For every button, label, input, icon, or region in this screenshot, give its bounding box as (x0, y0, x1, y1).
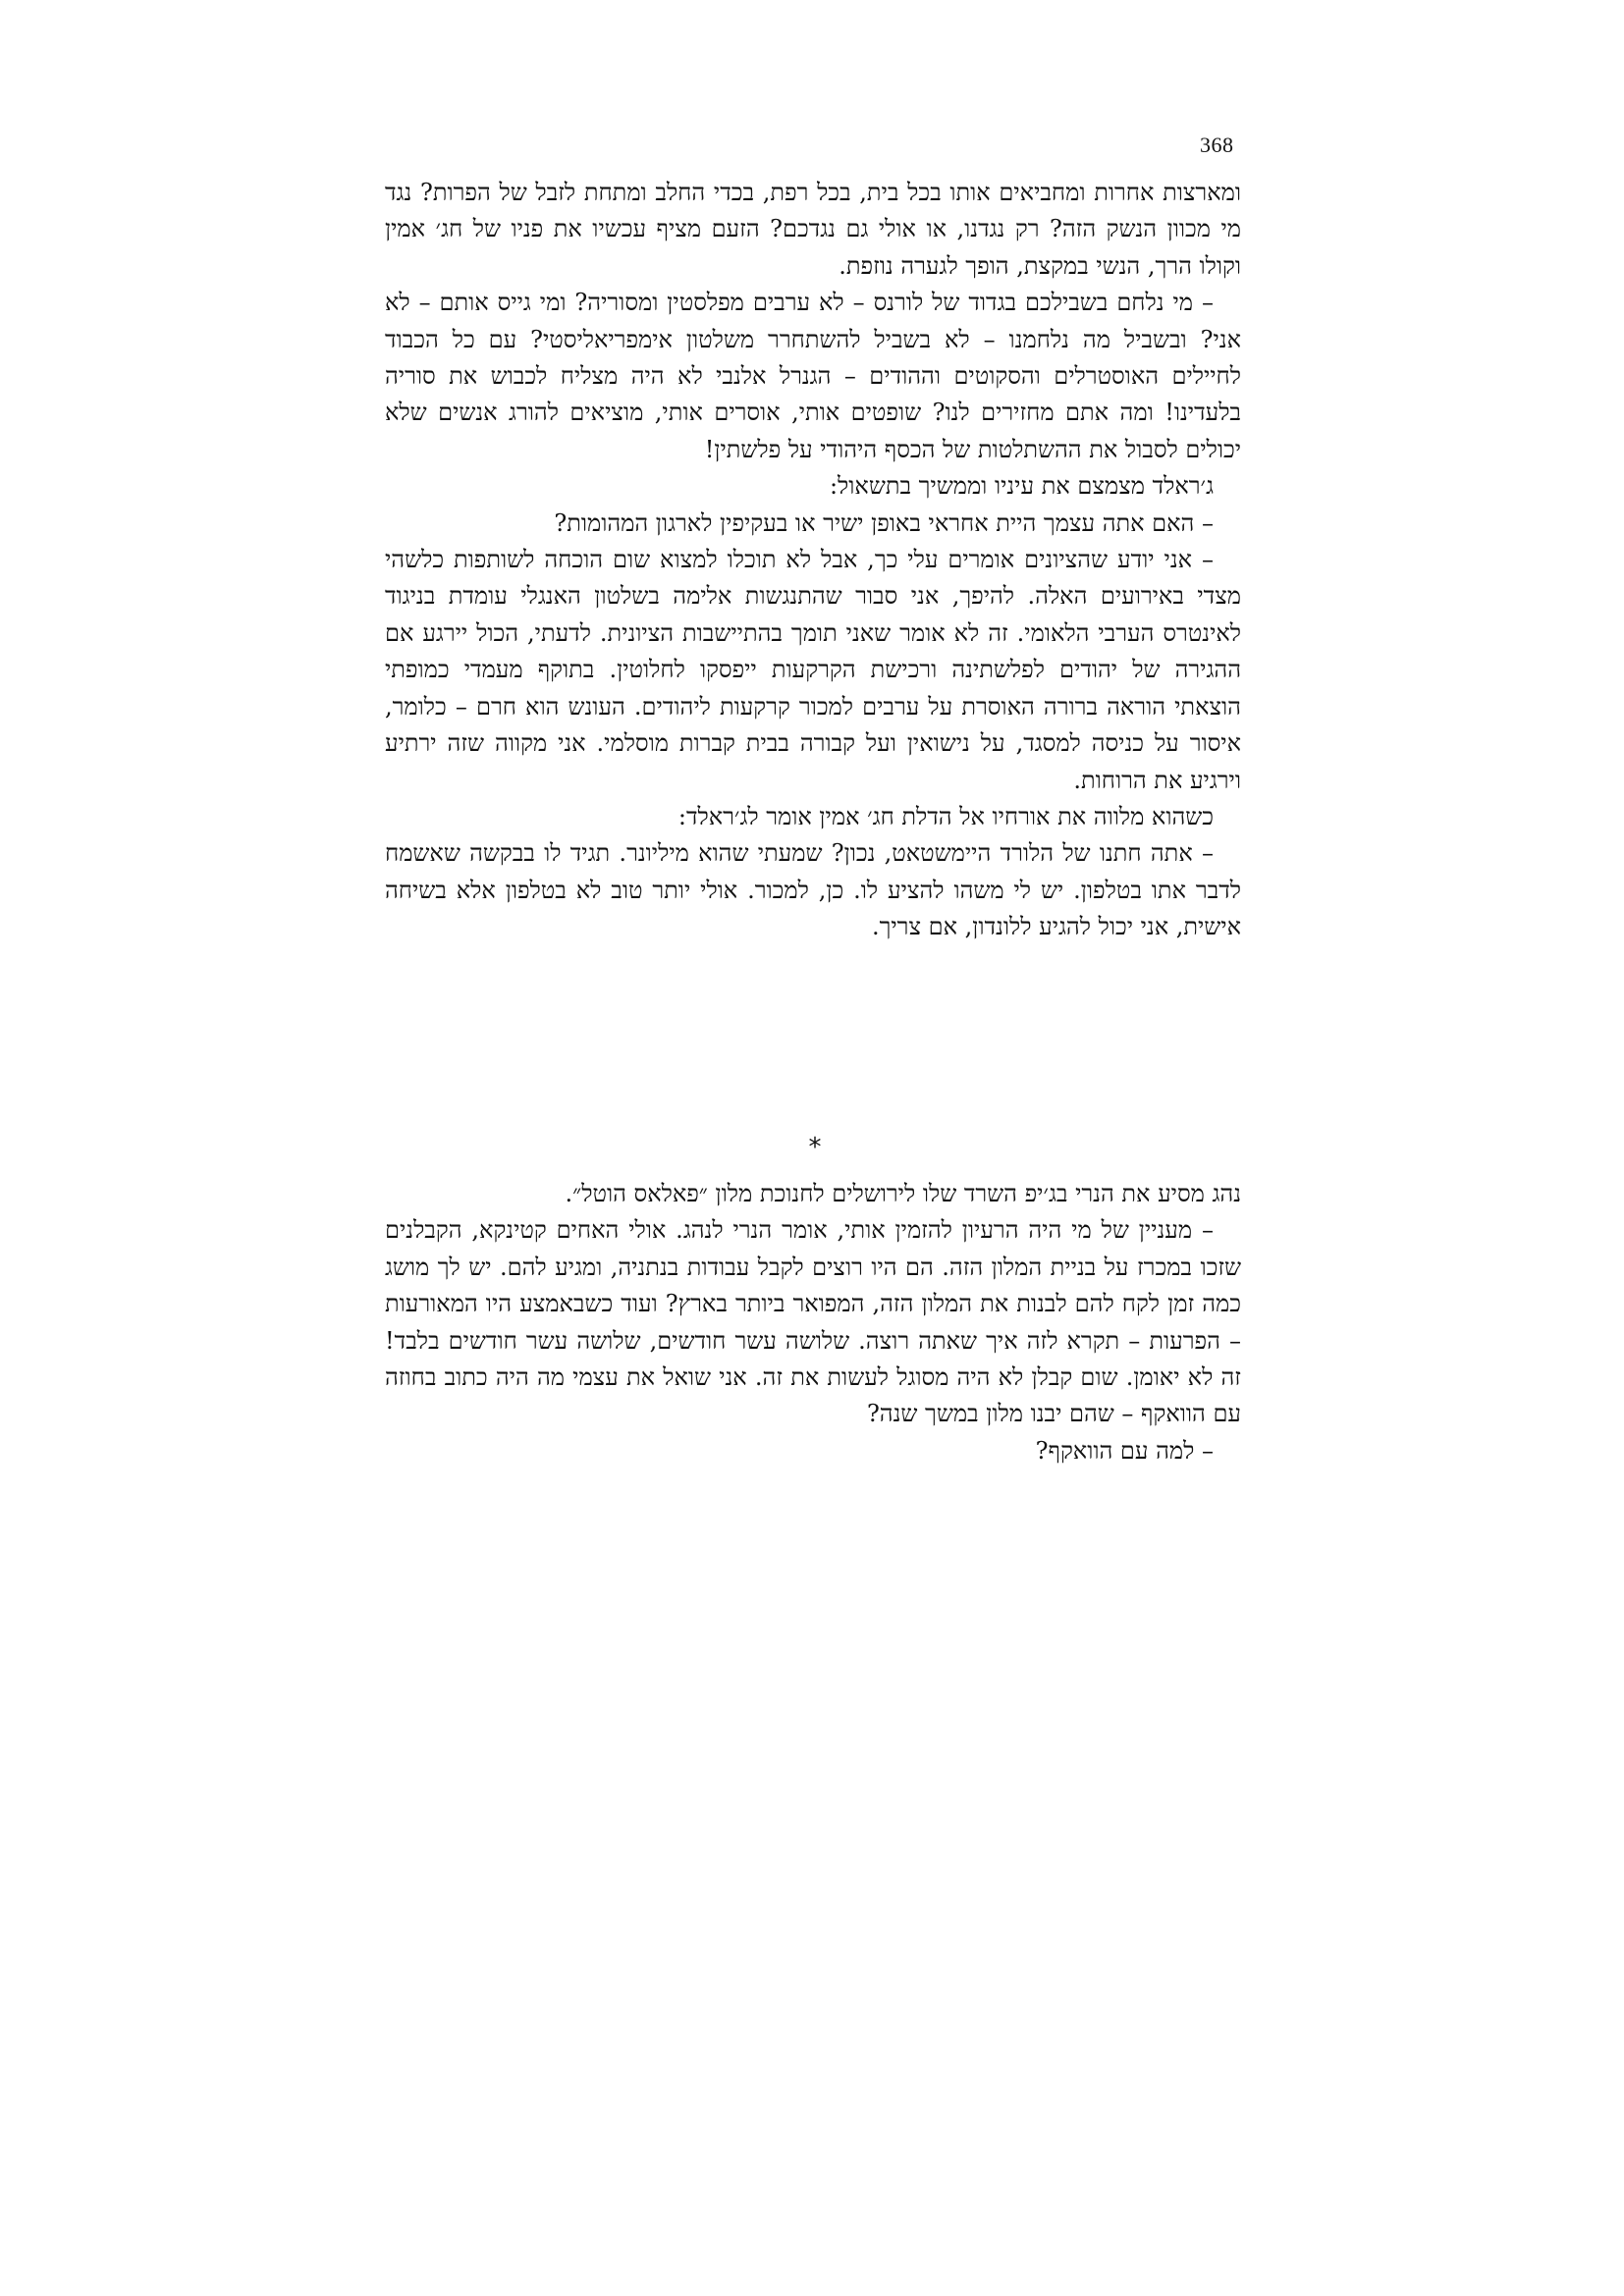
text-section-2 (385, 1176, 1241, 1469)
paragraph: נהג מסיע את הנרי בג׳יפ השרד שלו לירושלים לחנוכת מלון ״פאלאס הוטל״. (565, 1180, 1241, 1207)
text-section-1 (385, 175, 1241, 946)
paragraph-dialogue: – מעניין של מי היה הרעיון להזמין אותי, אומר הנרי לנהג. אולי האחים קטינקא, הקבלנים שזכו במכרז על בניית המלון הזה. הם היו רוצים לקבל עבודות בנתניה, ומגיע להם. יש לך מושג כמה זמן לקח להם לבנות את המלון הזה, המפואר ביותר בארץ? ועוד כשבאמצע היו המאורעות – הפרעות – תקרא לזה איך שאתה רוצה. שלושה עשר חודשים, שלושה עשר חודשים בלבד! זה לא יאומן. שום קבלן לא היה מסוגל לעשות את זה. אני שואל את עצמי מה היה כתוב בחוזה עם הוואקף – שהם יבנו מלון במשך שנה? (385, 1216, 1241, 1428)
paragraph-dialogue: – למה עם הוואקף? (1035, 1436, 1214, 1465)
paragraph-dialogue: – מי נלחם בשבילכם בגדוד של לורנס – לא ערבים מפלסטין ומסוריה? ומי גייס אותם – לא אני? ובשביל מה נלחמנו – לא בשביל להשתחרר משלטון אימפריאליסטי? עם כל הכבוד לחיילים האוסטרלים והסקוטים וההודים – הגנרל אלנבי לא היה מצליח לכבוש את סוריה בלעדינו! ומה אתם מחזירים לנו? שופטים אותי, אוסרים אותי, מוציאים להורג אנשים שלא יכולים לסבול את ההשתלטות של הכסף היהודי על פלשתין! (385, 289, 1241, 463)
paragraph: כשהוא מלווה את אורחיו אל הדלת חג׳ אמין אומר לג׳ראלד: (677, 802, 1214, 830)
page-number: 368 (1200, 133, 1234, 157)
paragraph-dialogue: – אני יודע שהציונים אומרים עלי כך, אבל לא תוכלו למצוא שום הוכחה לשותפות כלשהי מצדי באירועים האלה. להיפך, אני סבור שהתנגשות אלימה בשלטון האנגלי עומדת בניגוד לאינטרס הערבי הלאומי. זה לא אומר שאני תומך בהתיישבות הציונית. לדעתי, הכול יירגע אם ההגירה של יהודים לפלשתינה ורכישת הקרקעות ייפסקו לחלוטין. בתוקף מעמדי כמופתי הוצאתי הוראה ברורה האוסרת על ערבים למכור קרקעות ליהודים. העונש הוא חרם – כלומר, איסור על כניסה למסגד, על נישואין ועל קבורה בבית קברות מוסלמי. אני מקווה שזה ירתיע וירגיע את הרוחות. (385, 546, 1241, 794)
paragraph: ג׳ראלד מצמצם את עיניו וממשיך בתשאול: (829, 472, 1214, 501)
paragraph-dialogue: – האם אתה עצמך היית אחראי באופן ישיר או בעקיפין לארגון המהומות? (554, 508, 1214, 537)
paragraph-dialogue: – אתה חתנו של הלורד היימשטאט, נכון? שמעתי שהוא מיליונר. תגיד לו בבקשה שאשמח לדבר אתו בטלפון. יש לי משהו להציע לו. כן, למכור. אולי יותר טוב לא בטלפון אלא בשיחה אישית, אני יכול להגיע ללונדון, אם צריך. (385, 839, 1241, 941)
section-separator-asterisk: * (808, 1133, 822, 1162)
paragraph: ומארצות אחרות ומחביאים אותו בכל בית, בכל רפת, בכדי החלב ומתחת לזבל של הפרות? נגד מי מכוון הנשק הזה? רק נגדנו, או אולי גם נגדכם? הזעם מציף עכשיו את פניו של חג׳ אמין וקולו הרך, הנשי במקצת, הופך לגערה נוזפת. (385, 179, 1241, 280)
